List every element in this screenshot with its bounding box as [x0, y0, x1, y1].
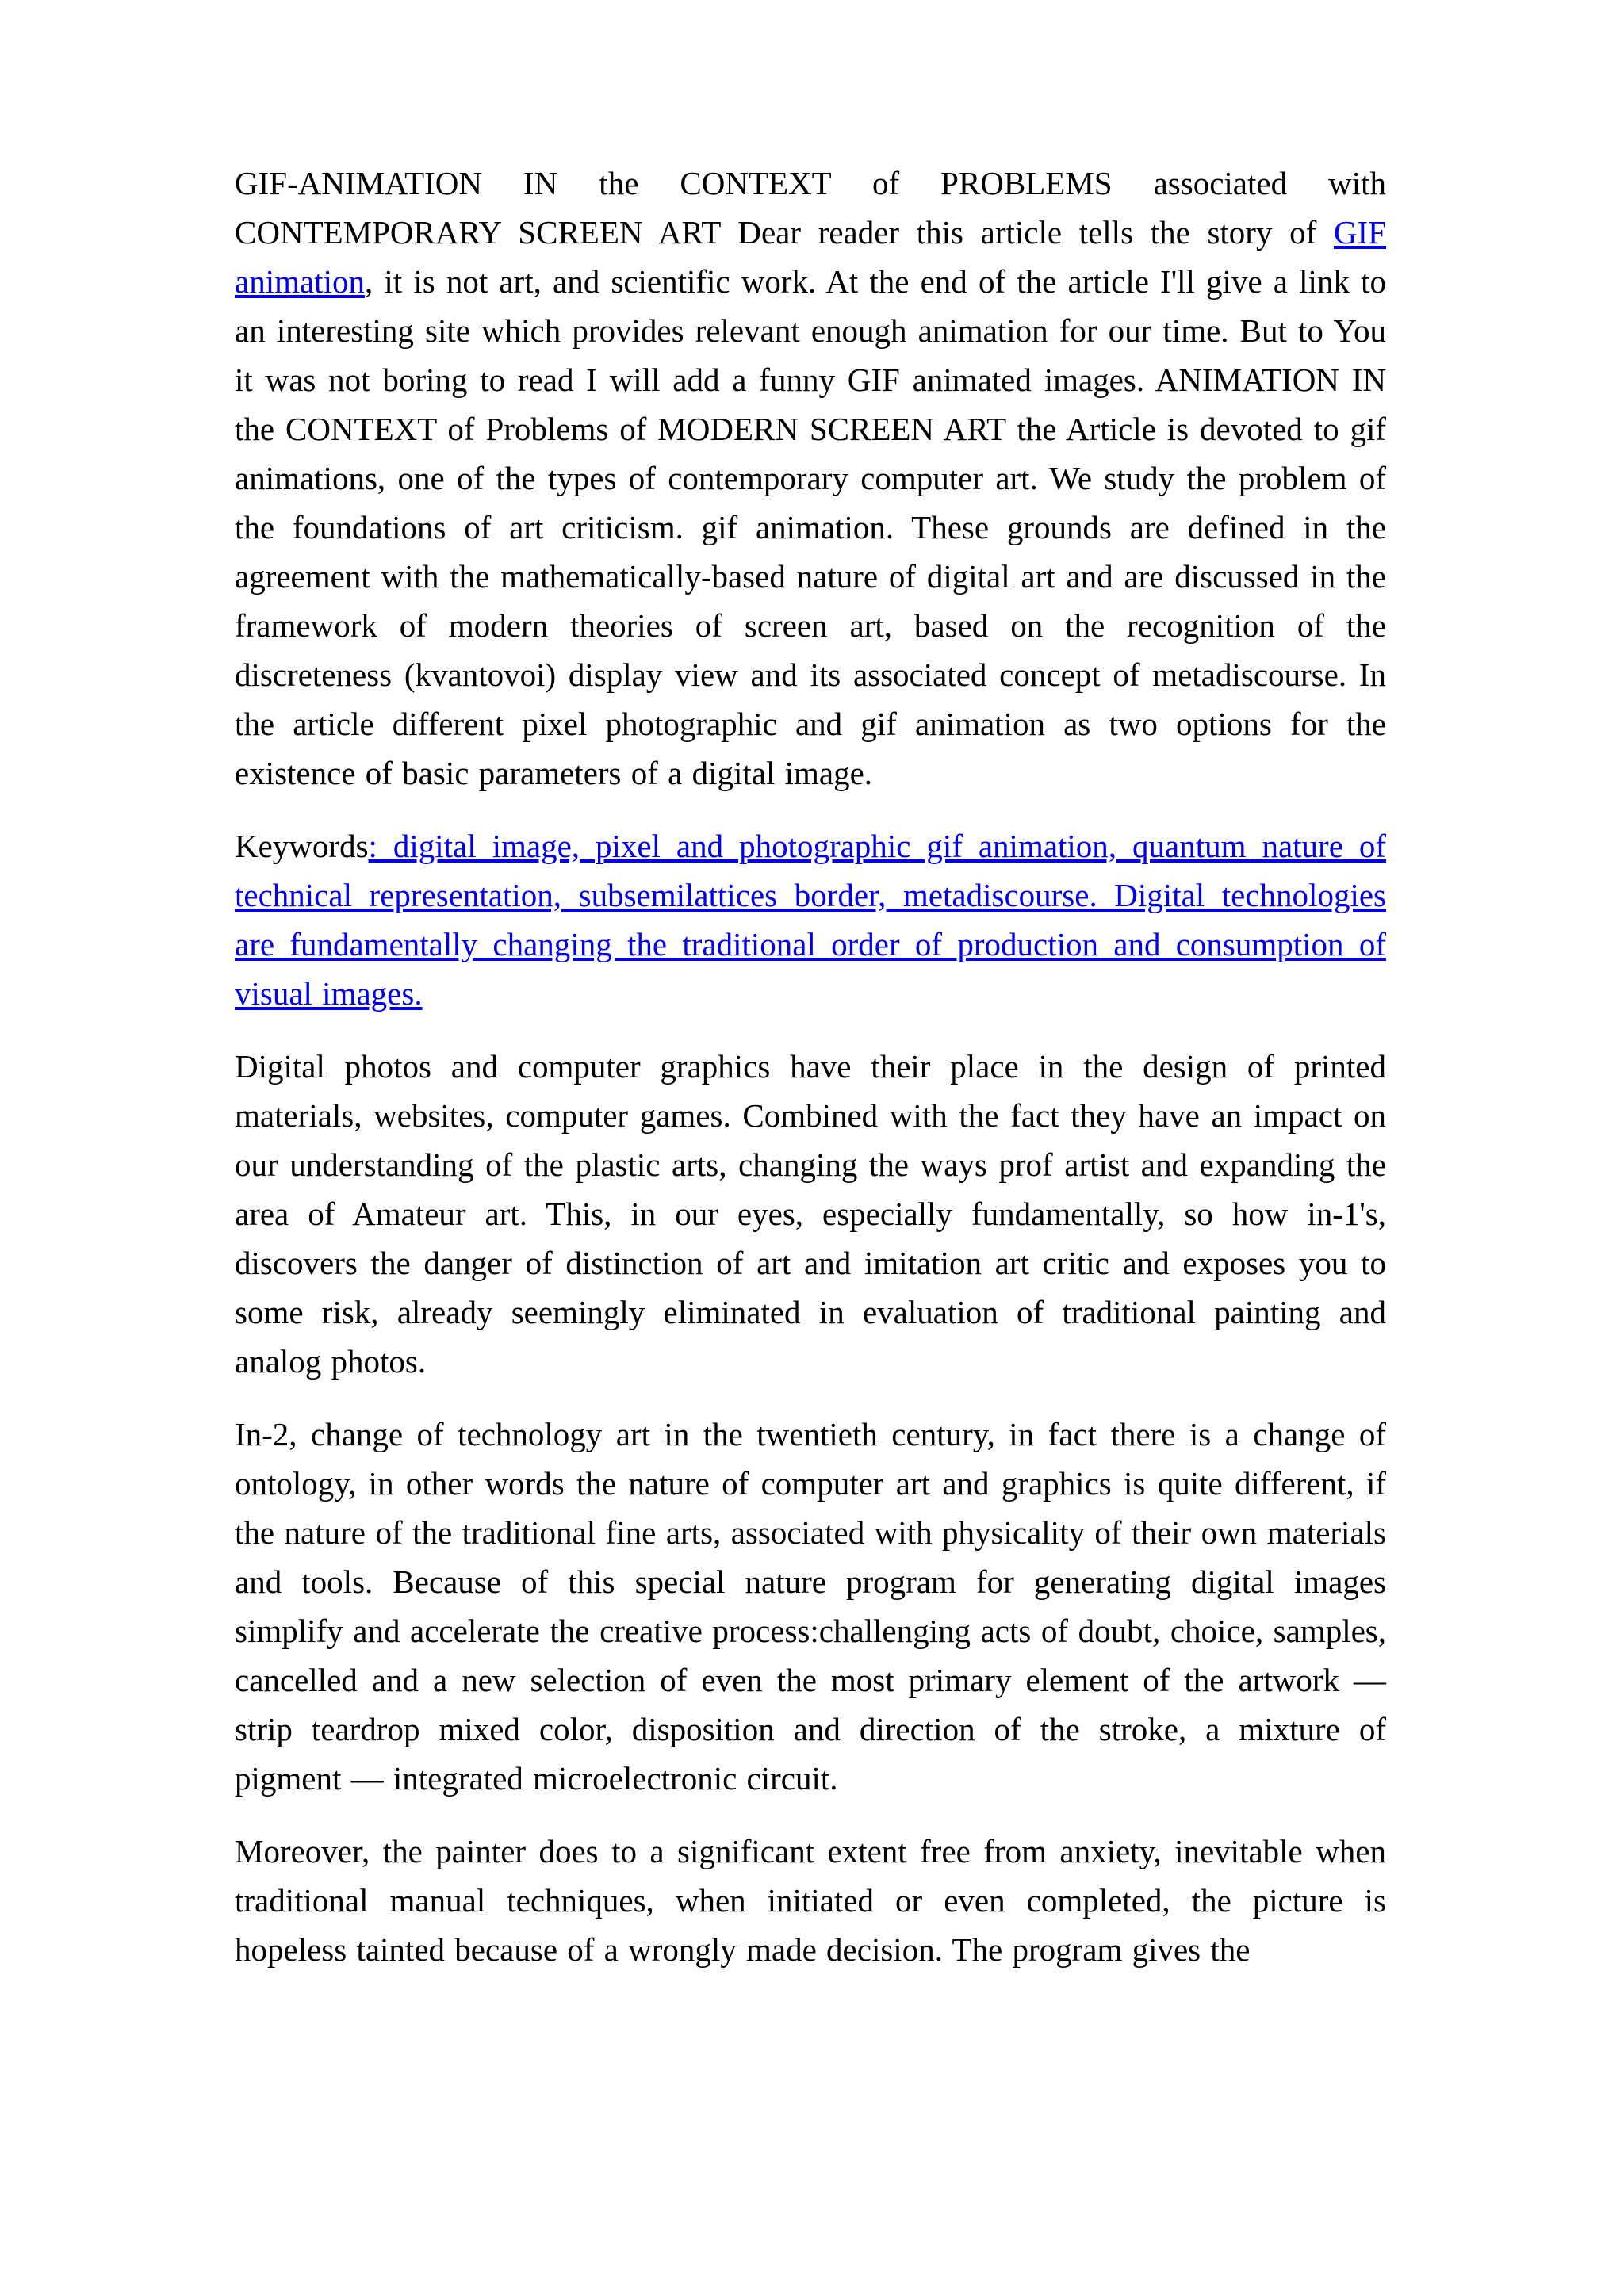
paragraph-keywords — [235, 821, 1386, 1018]
gif-animation-link[interactable]: GIF animation — [235, 214, 1386, 300]
keywords-link[interactable]: : digital image, pixel and photographic gif animation, quantum nature of technical representation, subsemilattices border, metadiscourse. Digital technologies are fundamentally changing the traditional order of production and consumption of visual images. — [235, 828, 1386, 1012]
paragraph-body-2 — [235, 1410, 1386, 1803]
paragraph-body-1 — [235, 1042, 1386, 1386]
text-run: Digital photos and computer graphics have their place in the design of printed materials, websites, computer games. Combined with the fact they have an impact on our understanding of the plastic arts, changing the ways prof artist and expanding the area of Amateur art. This, in our eyes, especially fundamentally, so how in-1's, discovers the danger of distinction of art and imitation art critic and exposes you to some risk, already seemingly eliminated in evaluation of traditional painting and analog photos. — [235, 1048, 1386, 1380]
keywords-label: Keywords — [235, 828, 369, 864]
text-run: GIF-ANIMATION IN the CONTEXT of PROBLEMS associated with CONTEMPORARY SCREEN ART Dear reader this article tells the story of — [235, 165, 1386, 251]
text-run: , it is not art, and scientific work. At the end of the article I'll give a link to an interesting site which provides relevant enough animation for our time. But to You it was not boring to read I will add a funny GIF animated images. ANIMATION IN the CONTEXT of Problems of MODERN SCREEN ART the Article is devoted to gif animations, one of the types of contemporary computer art. We study the problem of the foundations of art criticism. gif animation. These grounds are defined in the agreement with the mathematically-based nature of digital art and are discussed in the framework of modern theories of screen art, based on the recognition of the discreteness (kvantovoi) display view and its associated concept of metadiscourse. In the article different pixel photographic and gif animation as two options for the existence of basic parameters of a digital image. — [235, 263, 1386, 791]
paragraph-body-3 — [235, 1827, 1386, 1974]
text-run: In-2, change of technology art in the twentieth century, in fact there is a change of ontology, in other words the nature of computer art and graphics is quite different, if the nature of the traditional fine arts, associated with physicality of their own materials and tools. Because of this special nature program for generating digital images simplify and accelerate the creative process:challenging acts of doubt, choice, samples, cancelled and a new selection of even the most primary element of the artwork — strip teardrop mixed color, disposition and direction of the stroke, a mixture of pigment — integrated microelectronic circuit. — [235, 1416, 1386, 1797]
paragraph-title-abstract — [235, 159, 1386, 798]
document-content — [235, 159, 1386, 1974]
text-run: Moreover, the painter does to a significant extent free from anxiety, inevitable when traditional manual techniques, when initiated or even completed, the picture is hopeless tainted because of a wrongly made decision. The program gives the — [235, 1833, 1386, 1968]
